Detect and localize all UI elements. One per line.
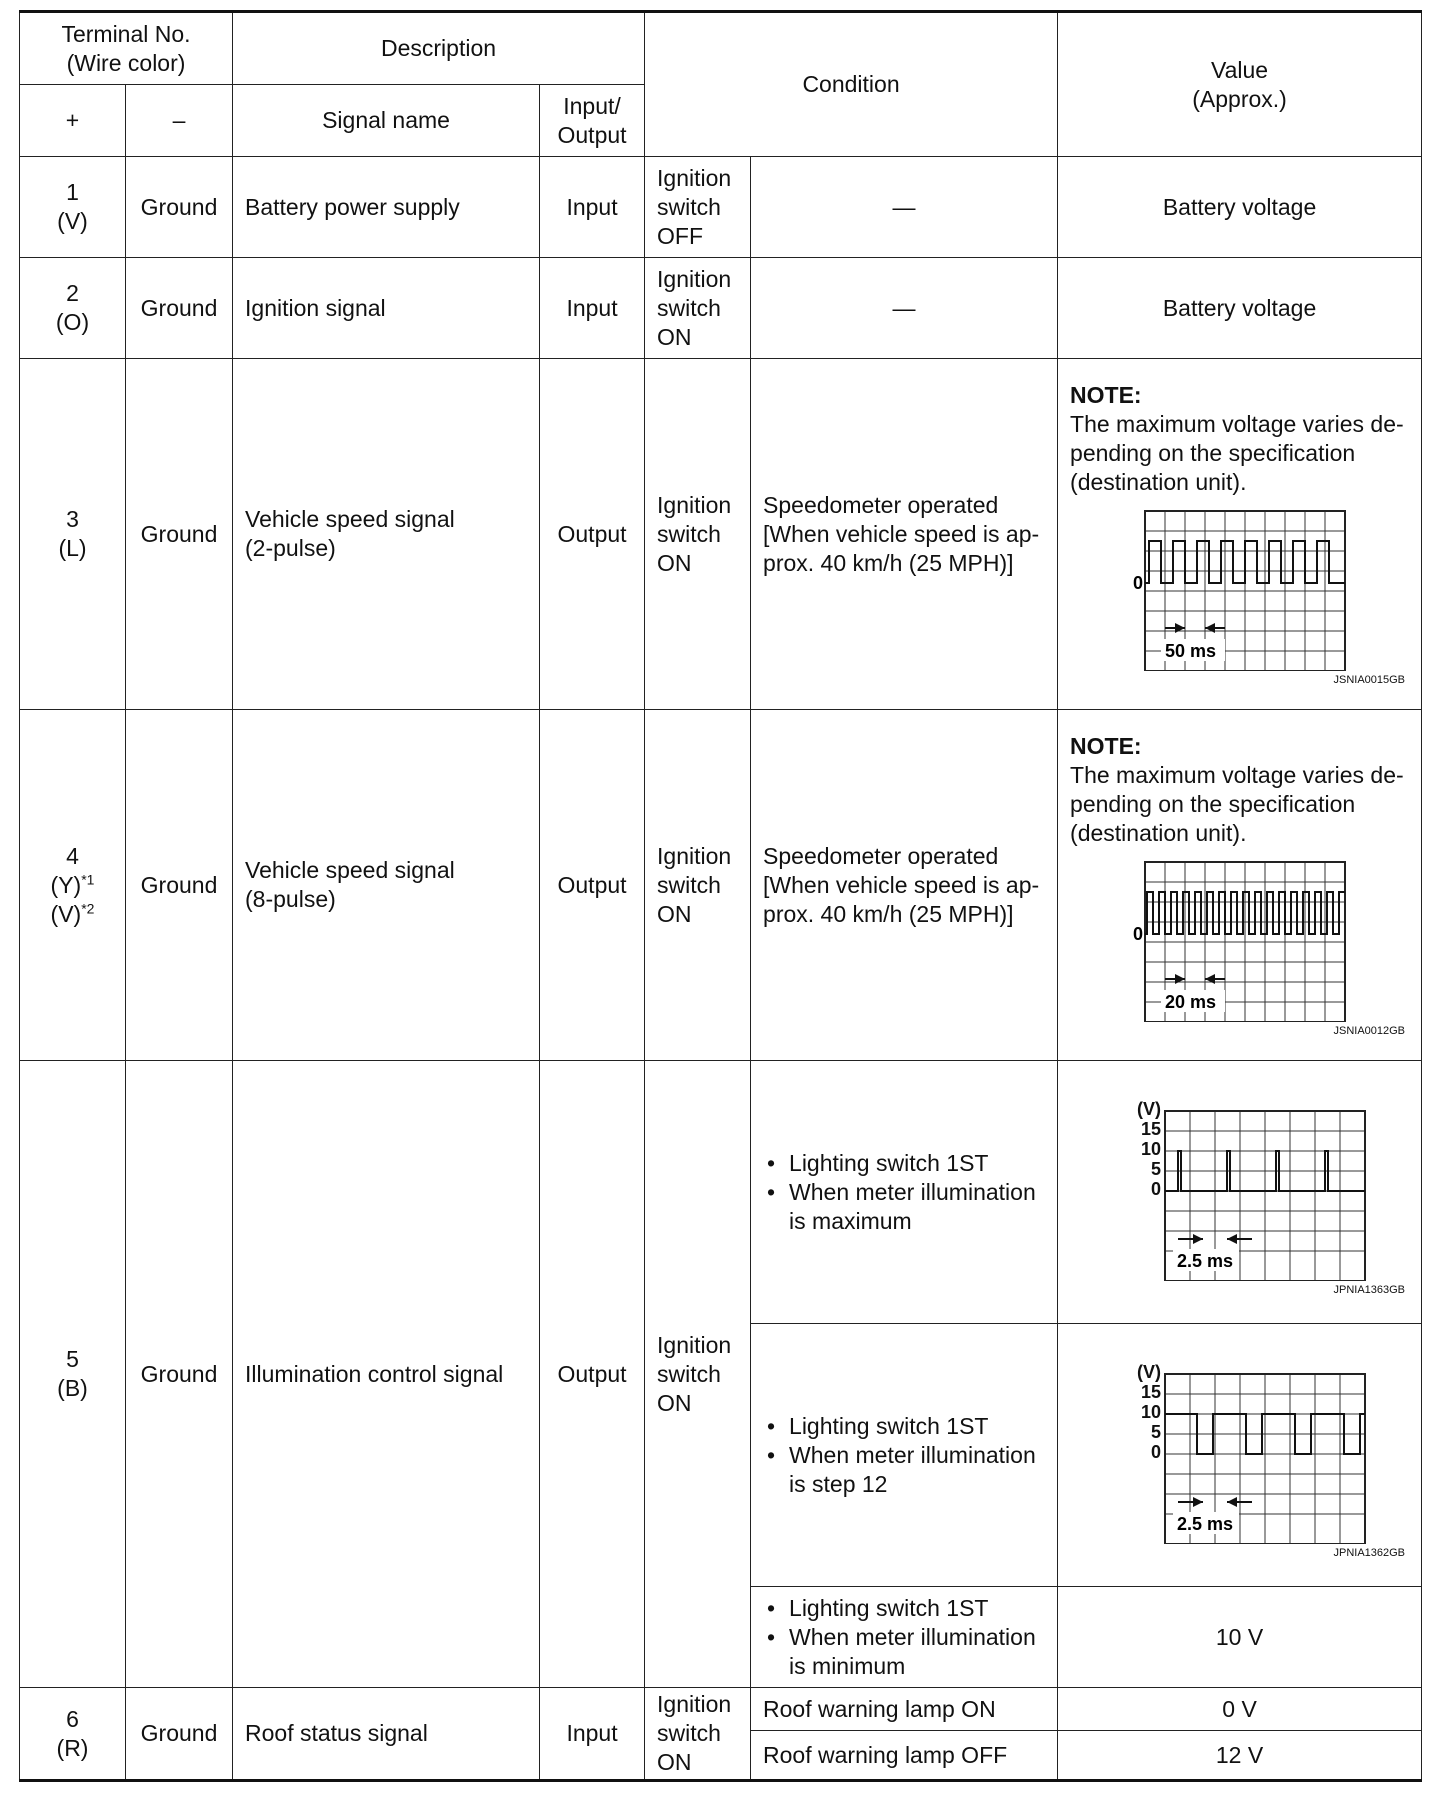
waveform-zero-label: 0	[1132, 924, 1143, 944]
terminal-number: 5	[66, 1346, 79, 1372]
waveform-zero-label: 0	[1132, 573, 1143, 593]
condition-line: Speedometer operated	[763, 491, 999, 518]
condition-sub-cell: Roof warning lamp OFF	[751, 1731, 1058, 1781]
terminal-number: 2	[66, 280, 79, 306]
condition-line: Speedometer operated	[763, 842, 999, 869]
terminal-table	[19, 10, 1422, 1782]
signal-name-cell: Battery power supply	[233, 157, 540, 258]
axis-tick-label: 0	[1150, 1179, 1161, 1199]
bullet-line: is minimum	[789, 1652, 906, 1679]
axis-tick-label: 10	[1140, 1139, 1161, 1159]
ground-cell: Ground	[126, 1061, 233, 1688]
condition-line: ON	[657, 900, 692, 927]
header-value	[1058, 12, 1422, 157]
figure-code: JSNIA0012GB	[1333, 1025, 1406, 1037]
condition-main-cell	[645, 1688, 751, 1781]
condition-line: switch	[657, 520, 721, 547]
note-line: The maximum voltage varies de-	[1070, 411, 1404, 437]
value-cell: 10 V	[1058, 1587, 1422, 1688]
value-cell: 0 V	[1058, 1688, 1422, 1731]
table-row	[20, 1061, 1422, 1324]
waveform-time-label: 2.5 ms	[1176, 1514, 1233, 1534]
bullet-line: is maximum	[789, 1207, 912, 1234]
io-cell: Output	[540, 1061, 645, 1688]
condition-line: switch	[657, 294, 721, 321]
ground-cell: Ground	[126, 1688, 233, 1781]
signal-line: Vehicle speed signal	[245, 857, 455, 883]
note-label: NOTE:	[1070, 733, 1142, 759]
table-row	[20, 258, 1422, 359]
condition-main-cell	[645, 1061, 751, 1688]
io-cell: Output	[540, 359, 645, 710]
bullet-list	[763, 1149, 1045, 1236]
waveform-time-label: 20 ms	[1164, 992, 1216, 1012]
wire-color: (B)	[57, 1375, 88, 1401]
footnote-marker: *1	[81, 870, 95, 887]
header-wire-color: (Wire color)	[66, 49, 186, 76]
header-terminal	[20, 12, 233, 85]
header-plus: +	[20, 85, 126, 157]
condition-sub-cell: Roof warning lamp ON	[751, 1688, 1058, 1731]
condition-line: ON	[657, 549, 692, 576]
list-item: • Lighting switch 1ST	[789, 1412, 1045, 1441]
signal-name-cell: Ignition signal	[233, 258, 540, 359]
condition-line: prox. 40 km/h (25 MPH)]	[763, 900, 1014, 927]
value-cell: 12 V	[1058, 1731, 1422, 1781]
condition-sub-cell	[751, 1061, 1058, 1324]
condition-line: prox. 40 km/h (25 MPH)]	[763, 549, 1014, 576]
terminal-number: 6	[66, 1705, 79, 1732]
table-row	[20, 359, 1422, 710]
terminal-cell	[20, 258, 126, 359]
list-item: • Lighting switch 1ST	[789, 1594, 1045, 1623]
bullet-line: When meter illumination	[789, 1441, 1036, 1468]
condition-sub-cell: —	[751, 157, 1058, 258]
condition-line: switch	[657, 1720, 721, 1746]
signal-name-cell	[233, 359, 540, 710]
terminal-cell	[20, 1688, 126, 1781]
condition-sub-cell	[751, 1324, 1058, 1587]
terminal-number: 3	[66, 506, 79, 532]
condition-main-cell	[645, 710, 751, 1061]
terminal-cell	[20, 359, 126, 710]
waveform-2pulse	[1105, 501, 1375, 671]
note-label: NOTE:	[1070, 382, 1142, 408]
header-condition: Condition	[645, 12, 1058, 157]
figure-code: JPNIA1362GB	[1333, 1547, 1406, 1559]
header-value-approx: (Approx.)	[1192, 85, 1287, 112]
condition-sub-cell	[751, 1587, 1058, 1688]
note-line: pending on the specification	[1070, 440, 1356, 466]
condition-line: Ignition	[657, 491, 732, 518]
signal-name-cell: Roof status signal	[233, 1688, 540, 1781]
header-signal-name: Signal name	[233, 85, 540, 157]
wire-color	[32, 871, 113, 900]
header-row-1	[20, 12, 1422, 85]
axis-tick-label: 15	[1140, 1382, 1161, 1402]
condition-line: ON	[657, 1389, 692, 1416]
figure-code: JSNIA0015GB	[1333, 674, 1406, 686]
condition-sub-cell	[751, 710, 1058, 1061]
list-item: • Lighting switch 1ST	[789, 1149, 1045, 1178]
waveform-time-label: 2.5 ms	[1176, 1251, 1233, 1271]
value-cell: Battery voltage	[1058, 157, 1422, 258]
axis-tick-label: 10	[1140, 1402, 1161, 1422]
wire-color: (V)	[57, 208, 88, 234]
condition-main-cell	[645, 359, 751, 710]
figure-code: JPNIA1363GB	[1333, 1284, 1406, 1296]
io-cell: Input	[540, 258, 645, 359]
condition-main-cell	[645, 258, 751, 359]
value-cell: Battery voltage	[1058, 258, 1422, 359]
terminal-cell	[20, 157, 126, 258]
header-input-output	[540, 85, 645, 157]
signal-line: (8-pulse)	[245, 886, 336, 912]
condition-line: Ignition	[657, 1331, 732, 1358]
condition-line: Ignition	[657, 265, 732, 292]
header-terminal-no: Terminal No.	[61, 20, 191, 47]
wire-color	[32, 900, 113, 929]
header-io-line1: Input/	[563, 92, 621, 119]
wire-color-1: (Y)	[50, 871, 82, 898]
condition-line: switch	[657, 193, 721, 220]
condition-line: Ignition	[657, 1691, 732, 1717]
bullet-list	[763, 1412, 1045, 1499]
bullet-list	[763, 1594, 1045, 1681]
header-description: Description	[233, 12, 645, 85]
axis-unit-label: (V)	[1136, 1099, 1161, 1119]
terminal-number: 1	[66, 179, 79, 205]
list-item	[789, 1623, 1045, 1681]
note-line: pending on the specification	[1070, 791, 1356, 817]
bullet-line: is step 12	[789, 1470, 888, 1497]
condition-line: [When vehicle speed is ap-	[763, 871, 1040, 898]
note-line: The maximum voltage varies de-	[1070, 762, 1404, 788]
signal-name-cell	[233, 710, 540, 1061]
ground-cell: Ground	[126, 157, 233, 258]
signal-line: Vehicle speed signal	[245, 506, 455, 532]
note-line: (destination unit).	[1070, 469, 1247, 495]
terminal-cell	[20, 710, 126, 1061]
condition-line: ON	[657, 1749, 692, 1775]
ground-cell: Ground	[126, 710, 233, 1061]
bullet-line: When meter illumination	[789, 1178, 1036, 1205]
condition-line: ON	[657, 323, 692, 350]
condition-line: [When vehicle speed is ap-	[763, 520, 1040, 547]
waveform-illum-max	[1105, 1091, 1375, 1281]
axis-unit-label: (V)	[1136, 1362, 1161, 1382]
axis-tick-label: 0	[1150, 1442, 1161, 1462]
wire-color-2: (V)	[50, 900, 82, 927]
axis-tick-label: 5	[1150, 1159, 1161, 1179]
condition-line: switch	[657, 871, 721, 898]
waveform-illum-step12	[1105, 1354, 1375, 1544]
header-io-line2: Output	[557, 121, 627, 148]
condition-main-cell	[645, 157, 751, 258]
io-cell: Input	[540, 157, 645, 258]
signal-line: (2-pulse)	[245, 535, 336, 561]
wire-color: (O)	[55, 309, 90, 335]
footnote-marker: *2	[81, 899, 95, 916]
ground-cell: Ground	[126, 359, 233, 710]
condition-line: Ignition	[657, 164, 732, 191]
wire-color: (L)	[58, 535, 87, 561]
value-cell	[1058, 1324, 1422, 1587]
note-line: (destination unit).	[1070, 820, 1247, 846]
header-value-label: Value	[1210, 56, 1269, 83]
list-item	[789, 1178, 1045, 1236]
condition-line: OFF	[657, 222, 704, 249]
header-minus: –	[126, 85, 233, 157]
terminal-cell	[20, 1061, 126, 1688]
condition-line: Ignition	[657, 842, 732, 869]
terminal-number: 4	[66, 842, 79, 869]
io-cell: Output	[540, 710, 645, 1061]
waveform-8pulse	[1105, 852, 1375, 1022]
value-cell	[1058, 1061, 1422, 1324]
axis-tick-label: 15	[1140, 1119, 1161, 1139]
table-row	[20, 157, 1422, 258]
io-cell: Input	[540, 1688, 645, 1781]
value-cell	[1058, 359, 1422, 710]
condition-sub-cell	[751, 359, 1058, 710]
bullet-line: When meter illumination	[789, 1623, 1036, 1650]
terminal-table-wrapper	[19, 10, 1421, 1782]
table-row	[20, 710, 1422, 1061]
waveform-time-label: 50 ms	[1164, 641, 1216, 661]
table-row	[20, 1688, 1422, 1731]
wire-color: (R)	[56, 1734, 89, 1761]
axis-tick-label: 5	[1150, 1422, 1161, 1442]
condition-line: switch	[657, 1360, 721, 1387]
list-item	[789, 1441, 1045, 1499]
signal-name-cell: Illumination control signal	[233, 1061, 540, 1688]
condition-sub-cell: —	[751, 258, 1058, 359]
ground-cell: Ground	[126, 258, 233, 359]
value-cell	[1058, 710, 1422, 1061]
